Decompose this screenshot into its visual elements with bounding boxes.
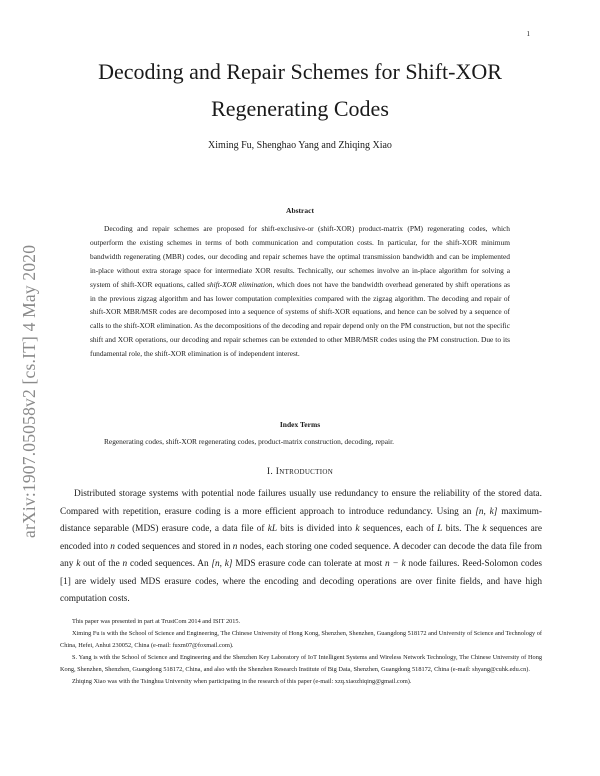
math-n-k: [n, k] bbox=[475, 506, 498, 517]
paper-title-line-2: Regenerating Codes bbox=[211, 96, 389, 121]
intro-text: out of the bbox=[80, 559, 123, 570]
intro-text: Distributed storage systems with potential node failures usually use redundancy to ensure the reliability of the stored data. Compared with repetition, erasure coding is a more efficient approach to introduce redundancy. Using an bbox=[60, 489, 542, 517]
abstract-italic-term: shift-XOR elimination bbox=[207, 279, 273, 289]
intro-text: nodes, each storing one coded sequence. A decoder can decode the data file from any bbox=[60, 541, 542, 570]
math-n-k: [n, k] bbox=[211, 559, 233, 570]
intro-text: coded sequences and stored in bbox=[114, 541, 233, 552]
math-l: L bbox=[437, 524, 443, 535]
arxiv-identifier-stamp: arXiv:1907.05058v2 [cs.IT] 4 May 2020 bbox=[19, 244, 39, 538]
abstract-heading: Abstract bbox=[286, 206, 314, 215]
introduction-paragraph bbox=[60, 486, 542, 609]
math-n: n bbox=[122, 559, 128, 570]
paper-title-line-1: Decoding and Repair Schemes for Shift-XOR bbox=[98, 59, 502, 84]
footnote-author-yang: S. Yang is with the School of Science and Engineering and the Shenzhen Key Laboratory of IoT Intelligent Systems and Wireless Network Technology, The Chinese University of Hong Kong, Shenzhen, Shenzhen, Guangdong 518172, China, and also with the Shenzhen Research Institute of Big Data, Shenzhen, Guangdong 518172, China (e-mail: shyang@cuhk.edu.cn). bbox=[60, 654, 542, 673]
abstract-text bbox=[90, 222, 510, 361]
intro-text: bits. The bbox=[442, 524, 483, 535]
page-number: 1 bbox=[526, 30, 530, 38]
footnotes bbox=[60, 616, 542, 688]
intro-text: node failures. Reed-Solomon codes [1] are widely used MDS erasure codes, where the encoding and decoding operations are over finite fields, and have high computation costs. bbox=[60, 559, 543, 605]
intro-text: sequences are encoded into bbox=[60, 524, 542, 552]
math-k: k bbox=[482, 524, 487, 535]
math-n: n bbox=[232, 541, 238, 552]
math-kl: kL bbox=[267, 524, 278, 535]
introduction-heading bbox=[60, 467, 540, 477]
math-k: k bbox=[76, 559, 81, 570]
math-k: k bbox=[355, 524, 360, 535]
math-n: n bbox=[110, 541, 115, 552]
footnote-author-fu: Ximing Fu is with the School of Science and Engineering, The Chinese University of Hong Kong, Shenzhen, Shenzhen, Guangdong 518172 and University of Science and Technology of China, Hefei, Anhui 230052, China (e-mail: fuxm07@foxmail.com). bbox=[60, 630, 542, 649]
introduction-numeral: I. bbox=[266, 467, 274, 477]
footnote-presentation: This paper was presented in part at TrustCom 2014 and ISIT 2015. bbox=[72, 618, 241, 625]
intro-text: coded sequences. An bbox=[127, 559, 212, 570]
index-terms-heading: Index Terms bbox=[279, 420, 321, 429]
footnote-author-xiao: Zhiqing Xiao was with the Tsinghua University when participating in the research of this paper (e-mail: xzq.xiaozhiqing@gmail.com). bbox=[72, 678, 412, 685]
introduction-title: Introduction bbox=[275, 467, 334, 477]
intro-text: bits is divided into bbox=[277, 524, 356, 535]
author-list: Ximing Fu, Shenghao Yang and Zhiqing Xiao bbox=[208, 140, 392, 151]
intro-text: maximum-distance separable (MDS) erasure code, a data file of bbox=[60, 506, 542, 535]
math-n-minus-k: n − k bbox=[384, 559, 406, 570]
abstract-text-part-1: Decoding and repair schemes are proposed for shift-exclusive-or (shift-XOR) product-matrix (PM) regenerating codes, which outperform the existing schemes in terms of both communication and computation costs. In particular, for the shift-XOR minimum bandwidth regenerating (MBR) codes, our decoding and repair schemes have the optimal transmission bandwidth and can be implemented in-place without extra storage space for intermediate XOR results. Technically, our schemes involve an in-place algorithm for solving a system of shift-XOR equations, called bbox=[90, 224, 510, 289]
intro-text: sequences, each of bbox=[359, 524, 438, 535]
abstract-text-part-2: , which does not have the bandwidth overhead generated by shift operations as in the previous zigzag algorithm and has lower computation complexities compared with the zigzag algorithm. The decoding and repair of shift-XOR MBR/MSR codes are decomposed into a sequence of systems of shift-XOR equations, and hence can be solved by a sequence of calls to the shift-XOR elimination. As the decompositions of the decoding and repair depend only on the PM construction, but not the specific shift and XOR operations, our decoding and repair schemes can be extended to other MBR/MSR codes using the PM construction. Due to its fundamental role, the shift-XOR elimination is of independent interest. bbox=[90, 279, 511, 359]
index-terms-text: Regenerating codes, shift-XOR regenerating codes, product-matrix construction, decoding, repair. bbox=[104, 437, 394, 446]
intro-text: MDS erasure code can tolerate at most bbox=[232, 559, 385, 570]
